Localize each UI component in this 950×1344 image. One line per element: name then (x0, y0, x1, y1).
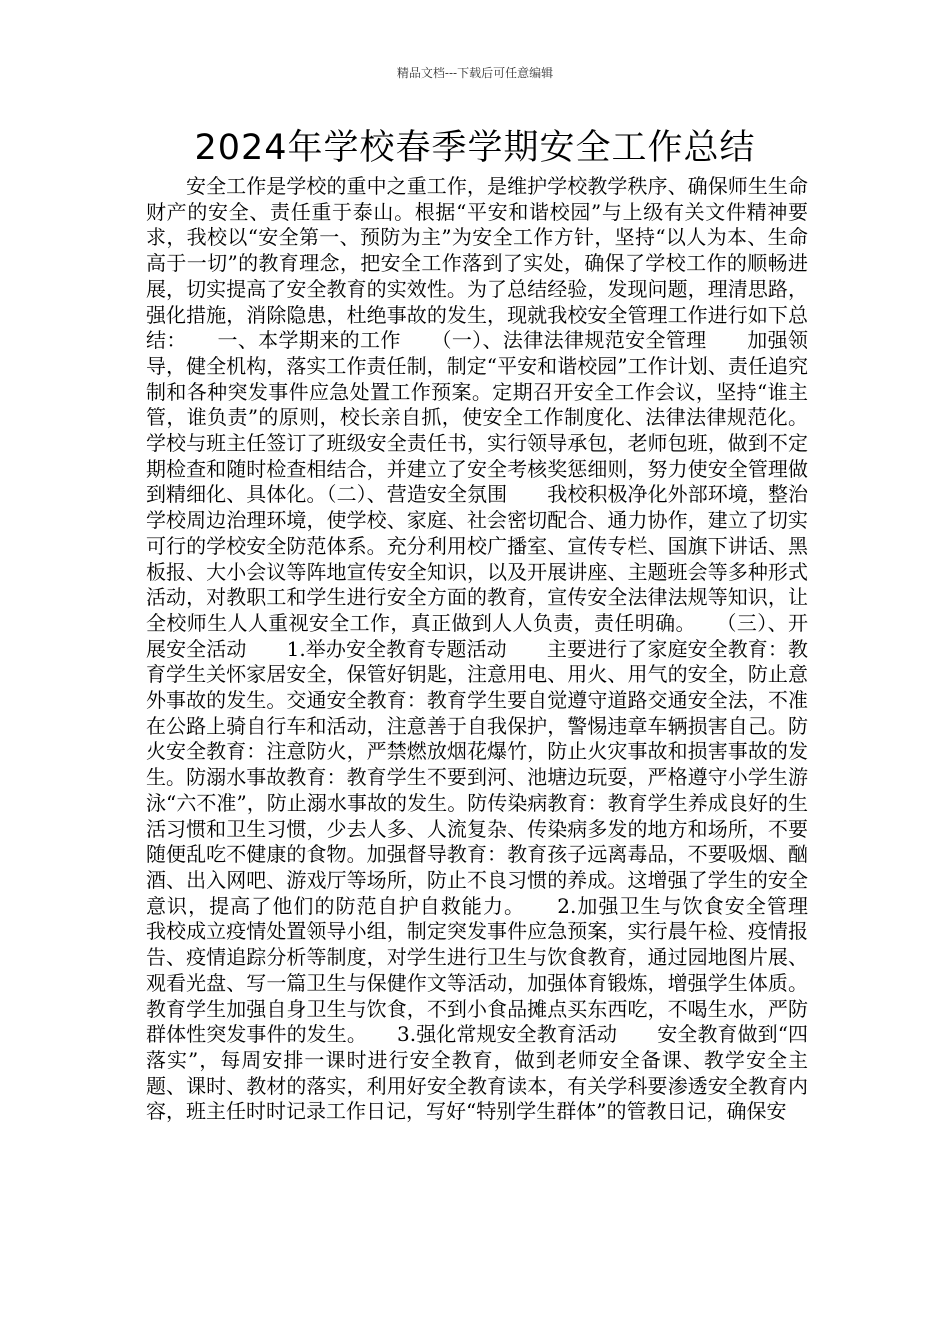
body-paragraph: 安全工作是学校的重中之重工作，是维护学校教学秩序、确保师生生命财产的安全、责任重于泰山。根据“平安和谐校园”与上级有关文件精神要求，我校以“安全第一、预防为主”为安全工作方针，坚持“以人为本、生命高于一切”的教育理念，把安全工作落到了实处，确保了学校工作的顺畅进展，切实提高了安全教育的实效性。为了总结经验，发现问题，理清思路，强化措施，消除隐患，杜绝事故的发生，现就我校安全管理工作进行如下总结： 一、本学期来的工作 （一）、法律法律规范安全管理 加强领导，健全机构，落实工作责任制，制定“平安和谐校园”工作计划、责任追究制和各种突发事件应急处置工作预案。定期召开安全工作会议，坚持“谁主管，谁负责”的原则，校长亲自抓，使安全工作制度化、法律法律规范化。学校与班主任签订了班级安全责任书，实行领导承包，老师包班，做到不定期检查和随时检查相结合，并建立了安全考核奖惩细则，努力使安全管理做到精细化、具体化。（二）、营造安全氛围 我校积极净化外部环境，整治学校周边治理环境，使学校、家庭、社会密切配合、通力协作，建立了切实可行的学校安全防范体系。充分利用校广播室、宣传专栏、国旗下讲话、黑板报、大小会议等阵地宣传安全知识，以及开展讲座、主题班会等多种形式活动，对教职工和学生进行安全方面的教育，宣传安全法律法规等知识，让全校师生人人重视安全工作，真正做到人人负责，责任明确。 （三）、开展安全活动 1.举办安全教育专题活动 主要进行了家庭安全教育：教育学生关怀家居安全，保管好钥匙，注意用电、用火、用气的安全，防止意外事故的发生。交通安全教育：教育学生要自觉遵守道路交通安全法，不准在公路上骑自行车和活动，注意善于自我保护，警惕违章车辆损害自己。防火安全教育：注意防火，严禁燃放烟花爆竹，防止火灾事故和损害事故的发生。防溺水事故教育：教育学生不要到河、池塘边玩耍，严格遵守小学生游泳“六不准”，防止溺水事故的发生。防传染病教育：教育学生养成良好的生活习惯和卫生习惯，少去人多、人流复杂、传染病多发的地方和场所，不要随便乱吃不健康的食物。加强督导教育：教育孩子远离毒品，不要吸烟、酗酒、出入网吧、游戏厅等场所，防止不良习惯的养成。这增强了学生的安全意识，提高了他们的防范自护自救能力。 2.加强卫生与饮食安全管理 我校成立疫情处置领导小组，制定突发事件应急预案，实行晨午检、疫情报告、疫情追踪分析等制度，对学生进行卫生与饮食教育，通过园地图片展、观看光盘、写一篇卫生与保健作文等活动，加强体育锻炼，增强学生体质。教育学生加强自身卫生与饮食，不到小食品摊点买东西吃，不喝生水，严防群体性突发事件的发生。 3.强化常规安全教育活动 安全教育做到“四落实”，每周安排一课时进行安全教育，做到老师安全备课、教学安全主题、课时、教材的落实，利用好安全教育读本，有关学科要渗透安全教育内容，班主任时时记录工作日记，写好“特别学生群体”的管教日记，确保安 (146, 174, 848, 1124)
document-title: 2024年学校春季学期安全工作总结 (194, 128, 756, 168)
header-note: 精品文档---下载后可任意编辑 (396, 66, 554, 80)
